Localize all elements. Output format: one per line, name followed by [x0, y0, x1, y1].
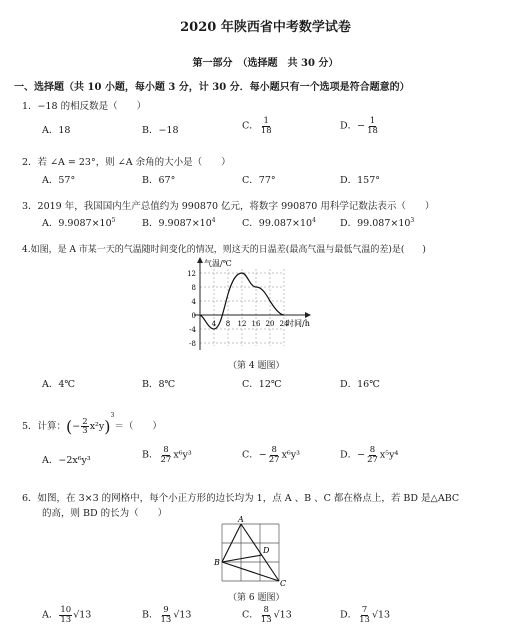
q1-option-a: A．18	[42, 125, 71, 136]
q4-xtick: 20	[265, 320, 275, 328]
q4-ytick: -4	[189, 326, 196, 334]
q4-ytick: -8	[189, 340, 196, 348]
q3-stem: 3．2019 年，我国国内生产总值约为 990870 亿元，将数字 990870 用科学记数法表示（ ）	[22, 201, 435, 212]
q3-option-a: A．$9.9087\times 10^5$	[42, 216, 116, 229]
q3-option-b: B．$9.9087\times 10^4$	[142, 216, 216, 229]
q4-xtick: 24	[279, 320, 289, 328]
q1-stem: 1．−18 的相反数是（ ）	[22, 101, 147, 112]
q4-option-c: C．12℃	[242, 379, 282, 390]
q6-option-d: D． $\frac{7}{13}$ √13	[340, 605, 391, 625]
q6-option-a: A． $\frac{10}{13}$ √13	[42, 605, 92, 625]
q2-option-d: D．157°	[340, 175, 380, 186]
q6-grid-figure	[212, 516, 292, 586]
q4-ytick: 0	[191, 312, 196, 320]
q2-option-a: A．57°	[42, 175, 76, 186]
q4-ytick: 4	[191, 298, 196, 306]
q3-option-c: C．$99.087\times 10^4$	[242, 216, 316, 229]
part-heading: 第一部分 （选择题 共 30 分）	[192, 58, 339, 69]
q6-point-d-label: D	[263, 546, 270, 555]
q4-ytick: 12	[187, 270, 196, 278]
q2-option-b: B．67°	[142, 175, 176, 186]
q4-stem: 4.如图，是 A 市某一天的气温随时间变化的情况，则这天的日温差(最高气温与最低气温的差)是( )	[22, 245, 426, 255]
q4-xtick: 8	[225, 320, 231, 328]
q1-option-b: B．−18	[142, 125, 179, 136]
q6-stem-line2: 的高，则 BD 的长为（ ）	[42, 508, 168, 519]
q4-option-a: A．4℃	[42, 379, 76, 390]
exam-title: 2020 年陕西省中考数学试卷	[180, 20, 351, 35]
q4-option-d: D．16℃	[340, 379, 380, 390]
q6-option-c: C． $\frac{8}{13}$ √13	[242, 605, 292, 625]
q5-option-a: A．−2x⁶y³	[42, 455, 91, 466]
q6-option-b: B． $\frac{9}{13}$ √13	[142, 605, 192, 625]
q6-caption: （第 6 题图）	[228, 593, 285, 603]
q4-ytick: 8	[191, 284, 196, 292]
q4-option-b: B．8℃	[142, 379, 176, 390]
q4-caption: （第 4 题图）	[228, 361, 285, 371]
q4-y-axis-label: 气温/℃	[204, 259, 232, 268]
section-heading: 一、选择题（共 10 小题，每小题 3 分，计 30 分．每小题只有一个选项是符合题意的）	[14, 82, 410, 93]
q6-point-b-label: B	[214, 558, 220, 567]
q2-stem: 2．若 ∠A = 23°，则 ∠A 余角的大小是（ ）	[22, 157, 231, 168]
q4-xtick: 4	[211, 320, 217, 328]
q1-option-c: C． $\frac{1}{18}$	[242, 116, 272, 136]
q4-temperature-graph	[180, 254, 330, 354]
q4-x-axis-label: 时间/h	[286, 319, 310, 328]
q4-xtick: 12	[237, 320, 247, 328]
q5-option-b: B． $\frac{8}{27}$ x⁶y³	[142, 445, 192, 465]
q1-option-d: D．− $\frac{1}{18}$	[340, 116, 378, 136]
q5-option-d: D．− $\frac{8}{27}$ x⁵y⁴	[340, 445, 399, 465]
q5-option-c: C．− $\frac{8}{27}$ x⁶y³	[242, 445, 300, 465]
q4-xtick: 16	[251, 320, 261, 328]
q5-stem: 5．计算：(− $\frac{2}{3}$ x²y)$^3$＝（ ）	[22, 412, 162, 436]
q2-option-c: C．77°	[242, 175, 276, 186]
q6-point-a-label: A	[238, 516, 244, 524]
q6-point-c-label: C	[280, 579, 287, 586]
q3-option-d: D．$99.087\times 10^3$	[340, 216, 415, 229]
q6-stem-line1: 6．如图，在 3×3 的网格中，每个小正方形的边长均为 1，点 A 、B 、C 都在格点上，若 BD 是△ABC	[22, 493, 460, 504]
